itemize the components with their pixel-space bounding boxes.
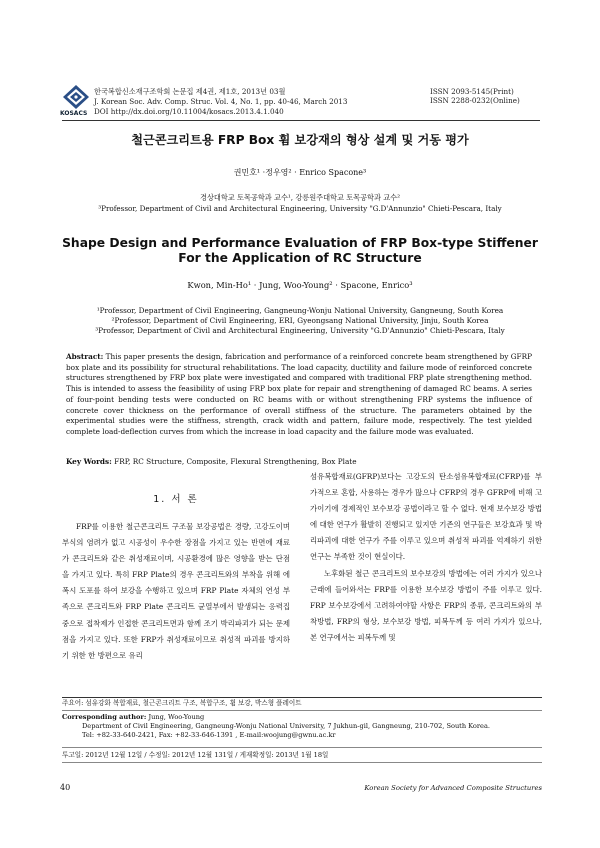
keywords-label: Key Words:	[66, 457, 112, 466]
affiliation-ko-2: ³Professor, Department of Civil and Architectural Engineering, University "G.D'Annunzio" Chieti-Pescara, Italy	[98, 204, 502, 213]
journal-en: J. Korean Soc. Adv. Comp. Struc. Vol. 4, No. 1, pp. 40-46, March 2013	[94, 97, 348, 106]
affiliations-en	[60, 306, 540, 336]
footnote-rule-2	[62, 747, 542, 748]
issn-print: ISSN 2093-5145(Print)	[430, 87, 514, 96]
right-column-paragraph-2: 노후화된 철근 콘크리트의 보수보강의 방법에는 여러 가지가 있으나 근래에 들어와서는 FRP를 이용한 보수보강 방법이 주를 이루고 있다. FRP 보수보강에서 고려하여야할 사항은 FRP의 종류, 콘크리트와의 부착방법, FRP의 형상, 보수보강 방법, 피복두께 등 여러 가지가 있으나, 본 연구에서는 피복두께 및	[310, 568, 542, 642]
footnote-separator	[62, 697, 542, 698]
keywords-text: FRP, RC Structure, Composite, Flexural Strengthening, Box Plate	[114, 457, 357, 466]
header-rule	[62, 120, 540, 121]
footnote-rule-1	[62, 710, 542, 711]
abstract-label: Abstract:	[66, 352, 104, 361]
affiliation-en-1: ¹Professor, Department of Civil Engineering, Gangneung-Wonju National University, Gangneung, South Korea	[96, 306, 504, 315]
corresponding-author	[62, 713, 542, 740]
title-en-line2: For the Application of RC Structure	[178, 250, 422, 265]
right-column	[310, 469, 542, 646]
affiliation-en-2: ²Professor, Department of Civil Engineering, ERI, Gyeongsang National University, Jinju, South Korea	[111, 316, 489, 325]
corresponding-name: Jung, Woo-Young	[148, 713, 205, 721]
title-en	[60, 236, 540, 265]
corresponding-label: Corresponding author:	[62, 713, 147, 721]
keywords	[66, 457, 532, 466]
title-en-line1: Shape Design and Performance Evaluation of FRP Box-type Stiffener	[62, 236, 538, 250]
right-column-paragraph-1: 섬유복합재료(GFRP)보다는 고강도의 탄소섬유복합재료(CFRP)를 부가적으로 혼합, 사용하는 경우가 많으나 CFRP의 경우 GFRP에 비해 고가이기에 경제적인 보수보강 공법이라고 할 수 없다. 현재 보수보강 방법에 대한 연구가 활발히 진행되고 있지만 기존의 연구들은 보강효과 및 박리파괴에 대한 연구가 주를 이루고 있으며 취성적 파괴를 억제하기 위한 연구는 부족한 것이 현실이다.	[310, 472, 542, 562]
footnote-rule-3	[62, 762, 542, 763]
left-column-paragraph: FRP를 이용한 철근콘크리트 구조물 보강공법은 경량, 고강도이며 부식의 염려가 없고 시공성이 우수한 장점을 가지고 있는 반면에 재료가 콘크리트와 같은 취성재료이며, 시공환경에 많은 영향을 받는 단점을 가지고 있다. 특히 FRP Plate의 경우 콘크리트와의 부착을 위해 에폭시 도포를 하여 보강을 수행하고 있으며 FRP Plate 자체의 연성 부족으로 콘크리트와 FRP Plate 콘크리트 균열부에서 발생되는 응력집중으로 접착제가 인접한 콘크리트면과 함께 조기 박리파괴가 되는 문제점을 가지고 있다. 또한 FRP가 취성재료이므로 취성적 파괴를 방지하기 위한 한 방편으로 유리	[62, 522, 290, 660]
affiliation-en-3: ³Professor, Department of Civil and Architectural Engineering, University "G.D'Annunzio" Chieti-Pescara, Italy	[95, 326, 505, 335]
abstract	[66, 352, 532, 438]
logo-text: KOSACS	[60, 110, 88, 117]
footer-journal: Korean Society for Advanced Composite Structures	[364, 784, 542, 792]
left-column	[62, 519, 290, 664]
footnote-keywords: 주요어: 섬유강화 복합재료, 철근콘크리트 구조, 복합구조, 휨 보강, 박스형 플레이트	[62, 699, 302, 707]
section-1-title: 1. 서 론	[153, 494, 199, 505]
journal-ko: 한국복합신소재구조학회 논문집 제4권, 제1호, 2013년 03월	[94, 87, 286, 96]
issn-online: ISSN 2288-0232(Online)	[430, 96, 520, 105]
authors-ko: 권민호¹ ·정우영² · Enrico Spacone³	[233, 168, 367, 177]
affiliation-ko-1: 경상대학교 토목공학과 교수¹, 강릉원주대학교 토목공학과 교수²	[200, 193, 400, 202]
page-number: 40	[60, 783, 71, 792]
submission-dates: 투고일: 2012년 12월 12일 / 수정일: 2012년 12월 131일 / 게재확정일: 2013년 1월 18일	[62, 751, 329, 759]
abstract-text: This paper presents the design, fabrication and performance of a reinforced concrete beam strengthened by GFRP box plate and its possibility for structural rehabilitations. The load capacity, ductility and failure mode of reinforced concrete structures strengthened by FRP box plate were investigated and compared with traditional FRP plate strengthening method. This is intended to assess the feasibility of using FRP box plate for repair and strengthening of damaged RC beams. A series of four-point bending tests were conducted on RC beams with or without strengthening FRP systems the influence of concrete cover thickness on the performance of overall stiffness of the structure. The parameters obtained by the experimental studies were the stiffness, strength, crack width and pattern, failure mode, respectively. The test yielded complete load-deflection curves from which the increase in load capacity and the failure mode was evaluated.	[66, 352, 532, 436]
title-ko: 철근콘크리트용 FRP Box 휨 보강재의 형상 설계 및 거동 평가	[131, 133, 469, 147]
doi[interactable]: DOI http://dx.doi.org/10.11004/kosacs.2013.4.1.040	[94, 107, 284, 116]
authors-en: Kwon, Min-Ho¹ · Jung, Woo-Young² · Spacone, Enrico³	[187, 280, 413, 290]
corresponding-contact: Tel: +82-33-640-2421, Fax: +82-33-646-1391 , E-mail:woojung@gwnu.ac.kr	[82, 731, 336, 739]
corresponding-address: Department of Civil Engineering, Gangneung-Wonju National University, 7 Jukhun-gil, Gangneung, 210-702, South Korea.	[82, 722, 490, 730]
